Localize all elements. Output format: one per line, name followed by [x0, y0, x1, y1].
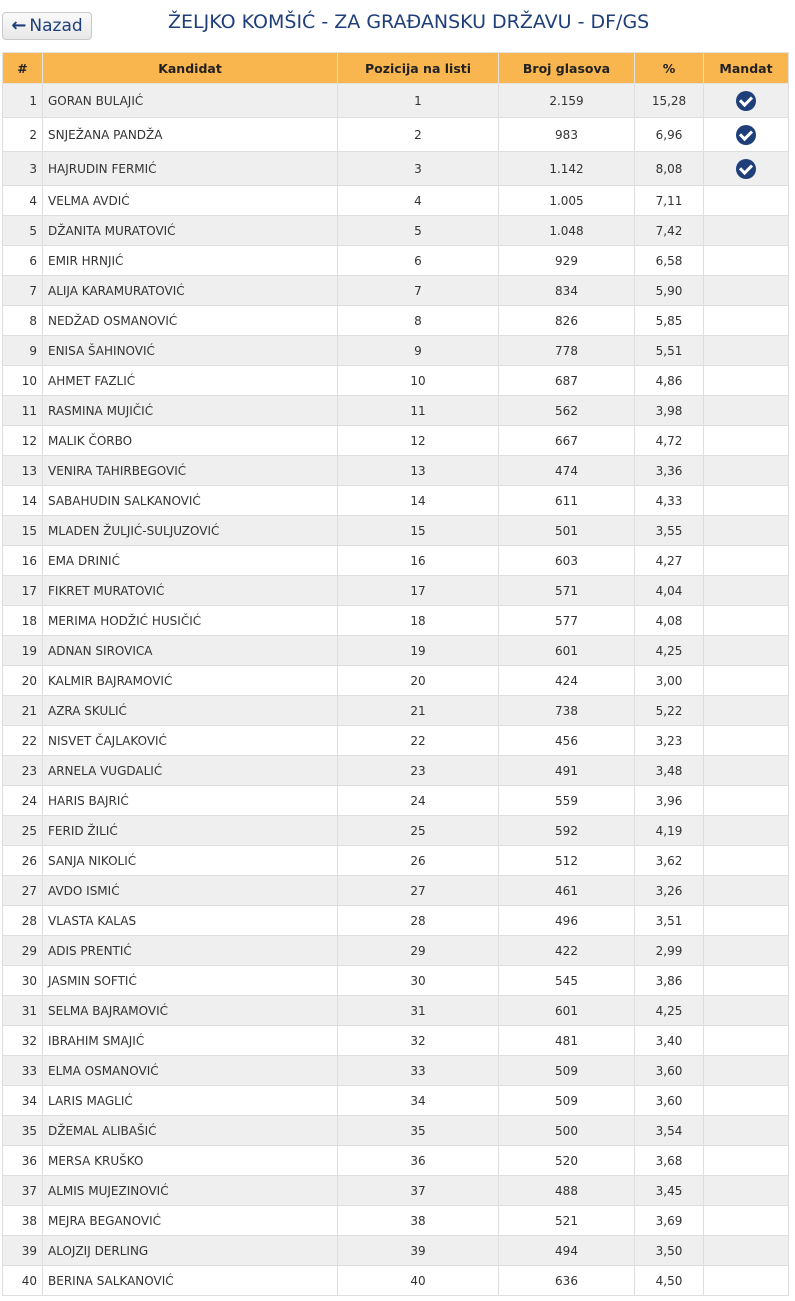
- table-row: [3, 576, 789, 606]
- cell-votes: 636: [499, 1266, 635, 1296]
- cell-mandate: [704, 336, 789, 366]
- cell-percent: 3,96: [635, 786, 704, 816]
- table-row: [3, 1236, 789, 1266]
- cell-candidate-name: KALMIR BAJRAMOVIĆ: [43, 666, 338, 696]
- cell-votes: 571: [499, 576, 635, 606]
- cell-percent: 3,50: [635, 1236, 704, 1266]
- cell-votes: 422: [499, 936, 635, 966]
- table-row: [3, 186, 789, 216]
- table-row: [3, 306, 789, 336]
- arrow-left-icon: ←: [11, 15, 27, 36]
- col-header-percent[interactable]: %: [635, 53, 704, 84]
- cell-votes: 512: [499, 846, 635, 876]
- check-circle-icon: [736, 125, 756, 145]
- cell-rank: 31: [3, 996, 43, 1026]
- cell-mandate: [704, 846, 789, 876]
- cell-percent: 4,33: [635, 486, 704, 516]
- cell-candidate-name: EMA DRINIĆ: [43, 546, 338, 576]
- cell-candidate-name: LARIS MAGLIĆ: [43, 1086, 338, 1116]
- cell-mandate: [704, 786, 789, 816]
- cell-candidate-name: ALOJZIJ DERLING: [43, 1236, 338, 1266]
- cell-candidate-name: RASMINA MUJIČIĆ: [43, 396, 338, 426]
- cell-rank: 11: [3, 396, 43, 426]
- cell-percent: 5,90: [635, 276, 704, 306]
- cell-list-position: 40: [338, 1266, 499, 1296]
- table-row: [3, 1266, 789, 1296]
- cell-votes: 559: [499, 786, 635, 816]
- cell-percent: 3,60: [635, 1056, 704, 1086]
- cell-rank: 5: [3, 216, 43, 246]
- table-row: [3, 696, 789, 726]
- cell-list-position: 7: [338, 276, 499, 306]
- cell-mandate: [704, 816, 789, 846]
- cell-candidate-name: SANJA NIKOLIĆ: [43, 846, 338, 876]
- cell-rank: 9: [3, 336, 43, 366]
- table-row: [3, 118, 789, 152]
- cell-percent: 4,19: [635, 816, 704, 846]
- cell-percent: 5,51: [635, 336, 704, 366]
- table-row: [3, 336, 789, 366]
- cell-mandate: [704, 118, 789, 152]
- cell-rank: 36: [3, 1146, 43, 1176]
- cell-candidate-name: BERINA SALKANOVIĆ: [43, 1266, 338, 1296]
- cell-votes: 545: [499, 966, 635, 996]
- cell-mandate: [704, 1026, 789, 1056]
- cell-mandate: [704, 396, 789, 426]
- cell-rank: 37: [3, 1176, 43, 1206]
- cell-candidate-name: ELMA OSMANOVIĆ: [43, 1056, 338, 1086]
- table-row: [3, 726, 789, 756]
- cell-votes: 491: [499, 756, 635, 786]
- cell-candidate-name: NISVET ČAJLAKOVIĆ: [43, 726, 338, 756]
- cell-percent: 4,25: [635, 996, 704, 1026]
- cell-percent: 3,68: [635, 1146, 704, 1176]
- cell-mandate: [704, 636, 789, 666]
- cell-votes: 501: [499, 516, 635, 546]
- cell-mandate: [704, 1116, 789, 1146]
- cell-list-position: 28: [338, 906, 499, 936]
- cell-mandate: [704, 366, 789, 396]
- check-circle-icon: [736, 91, 756, 111]
- cell-candidate-name: ENISA ŠAHINOVIĆ: [43, 336, 338, 366]
- cell-percent: 3,26: [635, 876, 704, 906]
- cell-list-position: 30: [338, 966, 499, 996]
- cell-votes: 461: [499, 876, 635, 906]
- cell-candidate-name: NEDŽAD OSMANOVIĆ: [43, 306, 338, 336]
- cell-percent: 3,45: [635, 1176, 704, 1206]
- cell-list-position: 19: [338, 636, 499, 666]
- cell-percent: 6,96: [635, 118, 704, 152]
- cell-percent: 2,99: [635, 936, 704, 966]
- cell-percent: 3,54: [635, 1116, 704, 1146]
- cell-mandate: [704, 1236, 789, 1266]
- cell-candidate-name: JASMIN SOFTIĆ: [43, 966, 338, 996]
- cell-mandate: [704, 726, 789, 756]
- cell-votes: 577: [499, 606, 635, 636]
- cell-list-position: 16: [338, 546, 499, 576]
- cell-candidate-name: DŽEMAL ALIBAŠIĆ: [43, 1116, 338, 1146]
- cell-votes: 456: [499, 726, 635, 756]
- cell-mandate: [704, 1146, 789, 1176]
- cell-candidate-name: SABAHUDIN SALKANOVIĆ: [43, 486, 338, 516]
- cell-percent: 4,72: [635, 426, 704, 456]
- cell-list-position: 33: [338, 1056, 499, 1086]
- cell-list-position: 13: [338, 456, 499, 486]
- cell-candidate-name: MEJRA BEGANOVIĆ: [43, 1206, 338, 1236]
- table-header: [3, 53, 789, 84]
- table-row: [3, 1086, 789, 1116]
- cell-candidate-name: ADNAN SIROVICA: [43, 636, 338, 666]
- cell-mandate: [704, 1086, 789, 1116]
- cell-mandate: [704, 876, 789, 906]
- cell-percent: 3,00: [635, 666, 704, 696]
- cell-votes: 738: [499, 696, 635, 726]
- col-header-candidate[interactable]: Kandidat: [43, 53, 338, 84]
- cell-candidate-name: DŽANITA MURATOVIĆ: [43, 216, 338, 246]
- cell-votes: 2.159: [499, 84, 635, 118]
- cell-list-position: 5: [338, 216, 499, 246]
- cell-mandate: [704, 276, 789, 306]
- cell-votes: 1.048: [499, 216, 635, 246]
- cell-mandate: [704, 456, 789, 486]
- cell-list-position: 29: [338, 936, 499, 966]
- cell-votes: 509: [499, 1086, 635, 1116]
- cell-list-position: 18: [338, 606, 499, 636]
- cell-list-position: 23: [338, 756, 499, 786]
- cell-votes: 601: [499, 636, 635, 666]
- col-header-list-position[interactable]: Pozicija na listi: [338, 53, 499, 84]
- cell-rank: 33: [3, 1056, 43, 1086]
- cell-candidate-name: HARIS BAJRIĆ: [43, 786, 338, 816]
- cell-candidate-name: ALMIS MUJEZINOVIĆ: [43, 1176, 338, 1206]
- cell-mandate: [704, 84, 789, 118]
- table-row: [3, 84, 789, 118]
- cell-candidate-name: VENIRA TAHIRBEGOVIĆ: [43, 456, 338, 486]
- cell-percent: 3,48: [635, 756, 704, 786]
- cell-votes: 496: [499, 906, 635, 936]
- cell-rank: 12: [3, 426, 43, 456]
- table-row: [3, 396, 789, 426]
- cell-candidate-name: SNJEŽANA PANDŽA: [43, 118, 338, 152]
- cell-rank: 30: [3, 966, 43, 996]
- cell-percent: 3,60: [635, 1086, 704, 1116]
- cell-rank: 8: [3, 306, 43, 336]
- cell-votes: 778: [499, 336, 635, 366]
- cell-votes: 687: [499, 366, 635, 396]
- cell-votes: 611: [499, 486, 635, 516]
- cell-rank: 16: [3, 546, 43, 576]
- cell-mandate: [704, 906, 789, 936]
- cell-mandate: [704, 486, 789, 516]
- cell-mandate: [704, 996, 789, 1026]
- cell-votes: 601: [499, 996, 635, 1026]
- cell-votes: 494: [499, 1236, 635, 1266]
- cell-percent: 15,28: [635, 84, 704, 118]
- cell-rank: 6: [3, 246, 43, 276]
- cell-rank: 18: [3, 606, 43, 636]
- cell-votes: 1.142: [499, 152, 635, 186]
- table-row: [3, 816, 789, 846]
- cell-votes: 481: [499, 1026, 635, 1056]
- cell-list-position: 21: [338, 696, 499, 726]
- cell-rank: 32: [3, 1026, 43, 1056]
- cell-percent: 3,55: [635, 516, 704, 546]
- table-row: [3, 936, 789, 966]
- table-row: [3, 996, 789, 1026]
- cell-votes: 562: [499, 396, 635, 426]
- cell-rank: 35: [3, 1116, 43, 1146]
- cell-rank: 15: [3, 516, 43, 546]
- cell-list-position: 24: [338, 786, 499, 816]
- cell-votes: 592: [499, 816, 635, 846]
- cell-percent: 3,69: [635, 1206, 704, 1236]
- cell-mandate: [704, 186, 789, 216]
- cell-votes: 983: [499, 118, 635, 152]
- cell-list-position: 17: [338, 576, 499, 606]
- cell-candidate-name: HAJRUDIN FERMIĆ: [43, 152, 338, 186]
- cell-candidate-name: FIKRET MURATOVIĆ: [43, 576, 338, 606]
- cell-list-position: 6: [338, 246, 499, 276]
- cell-list-position: 34: [338, 1086, 499, 1116]
- cell-rank: 13: [3, 456, 43, 486]
- cell-candidate-name: GORAN BULAJIĆ: [43, 84, 338, 118]
- cell-list-position: 1: [338, 84, 499, 118]
- table-row: [3, 966, 789, 996]
- table-row: [3, 786, 789, 816]
- col-header-mandate[interactable]: Mandat: [704, 53, 789, 84]
- cell-mandate: [704, 936, 789, 966]
- cell-candidate-name: VELMA AVDIĆ: [43, 186, 338, 216]
- table-row: [3, 246, 789, 276]
- cell-percent: 3,62: [635, 846, 704, 876]
- cell-rank: 22: [3, 726, 43, 756]
- cell-list-position: 2: [338, 118, 499, 152]
- cell-percent: 7,11: [635, 186, 704, 216]
- cell-rank: 27: [3, 876, 43, 906]
- cell-mandate: [704, 1266, 789, 1296]
- cell-mandate: [704, 606, 789, 636]
- cell-rank: 14: [3, 486, 43, 516]
- page-title: ŽELJKO KOMŠIĆ - ZA GRAĐANSKU DRŽAVU - DF/GS: [168, 11, 650, 33]
- cell-list-position: 11: [338, 396, 499, 426]
- cell-rank: 3: [3, 152, 43, 186]
- cell-rank: 1: [3, 84, 43, 118]
- back-button[interactable]: [2, 12, 92, 40]
- cell-rank: 19: [3, 636, 43, 666]
- cell-mandate: [704, 1176, 789, 1206]
- cell-candidate-name: AZRA SKULIĆ: [43, 696, 338, 726]
- cell-list-position: 8: [338, 306, 499, 336]
- table-row: [3, 426, 789, 456]
- cell-list-position: 39: [338, 1236, 499, 1266]
- cell-rank: 29: [3, 936, 43, 966]
- table-row: [3, 636, 789, 666]
- cell-candidate-name: EMIR HRNJIĆ: [43, 246, 338, 276]
- cell-list-position: 37: [338, 1176, 499, 1206]
- cell-mandate: [704, 1206, 789, 1236]
- cell-list-position: 36: [338, 1146, 499, 1176]
- cell-votes: 826: [499, 306, 635, 336]
- cell-rank: 40: [3, 1266, 43, 1296]
- cell-percent: 4,04: [635, 576, 704, 606]
- cell-mandate: [704, 306, 789, 336]
- cell-percent: 5,22: [635, 696, 704, 726]
- cell-votes: 500: [499, 1116, 635, 1146]
- cell-rank: 2: [3, 118, 43, 152]
- table-row: [3, 1026, 789, 1056]
- table-row: [3, 606, 789, 636]
- cell-percent: 4,86: [635, 366, 704, 396]
- table-row: [3, 846, 789, 876]
- cell-mandate: [704, 966, 789, 996]
- table-row: [3, 666, 789, 696]
- table-row: [3, 876, 789, 906]
- cell-rank: 21: [3, 696, 43, 726]
- cell-rank: 4: [3, 186, 43, 216]
- cell-percent: 4,50: [635, 1266, 704, 1296]
- cell-votes: 834: [499, 276, 635, 306]
- cell-votes: 474: [499, 456, 635, 486]
- cell-votes: 424: [499, 666, 635, 696]
- col-header-number[interactable]: #: [3, 53, 43, 84]
- cell-candidate-name: FERID ŽILIĆ: [43, 816, 338, 846]
- cell-votes: 929: [499, 246, 635, 276]
- cell-votes: 509: [499, 1056, 635, 1086]
- cell-candidate-name: IBRAHIM SMAJIĆ: [43, 1026, 338, 1056]
- cell-percent: 3,23: [635, 726, 704, 756]
- cell-votes: 603: [499, 546, 635, 576]
- cell-percent: 4,25: [635, 636, 704, 666]
- top-bar: [0, 0, 795, 52]
- table-row: [3, 1116, 789, 1146]
- cell-candidate-name: ARNELA VUGDALIĆ: [43, 756, 338, 786]
- table-row: [3, 152, 789, 186]
- cell-percent: 8,08: [635, 152, 704, 186]
- cell-mandate: [704, 152, 789, 186]
- cell-mandate: [704, 666, 789, 696]
- cell-list-position: 22: [338, 726, 499, 756]
- cell-votes: 1.005: [499, 186, 635, 216]
- cell-candidate-name: MERSA KRUŠKO: [43, 1146, 338, 1176]
- table-row: [3, 486, 789, 516]
- cell-mandate: [704, 1056, 789, 1086]
- cell-mandate: [704, 546, 789, 576]
- cell-list-position: 3: [338, 152, 499, 186]
- table-row: [3, 1176, 789, 1206]
- cell-list-position: 14: [338, 486, 499, 516]
- cell-list-position: 15: [338, 516, 499, 546]
- cell-votes: 488: [499, 1176, 635, 1206]
- cell-percent: 3,86: [635, 966, 704, 996]
- cell-candidate-name: AVDO ISMIĆ: [43, 876, 338, 906]
- cell-rank: 34: [3, 1086, 43, 1116]
- cell-list-position: 12: [338, 426, 499, 456]
- cell-list-position: 35: [338, 1116, 499, 1146]
- table-row: [3, 906, 789, 936]
- cell-mandate: [704, 426, 789, 456]
- cell-percent: 5,85: [635, 306, 704, 336]
- col-header-votes[interactable]: Broj glasova: [499, 53, 635, 84]
- cell-mandate: [704, 516, 789, 546]
- cell-votes: 520: [499, 1146, 635, 1176]
- cell-list-position: 20: [338, 666, 499, 696]
- cell-percent: 3,51: [635, 906, 704, 936]
- cell-mandate: [704, 756, 789, 786]
- cell-candidate-name: ADIS PRENTIĆ: [43, 936, 338, 966]
- table-row: [3, 1146, 789, 1176]
- cell-rank: 26: [3, 846, 43, 876]
- cell-votes: 521: [499, 1206, 635, 1236]
- cell-rank: 23: [3, 756, 43, 786]
- cell-candidate-name: MALIK ČORBO: [43, 426, 338, 456]
- cell-list-position: 26: [338, 846, 499, 876]
- cell-mandate: [704, 696, 789, 726]
- cell-candidate-name: MERIMA HODŽIĆ HUSIČIĆ: [43, 606, 338, 636]
- back-button-label: Nazad: [29, 16, 83, 36]
- cell-list-position: 32: [338, 1026, 499, 1056]
- cell-candidate-name: AHMET FAZLIĆ: [43, 366, 338, 396]
- cell-rank: 28: [3, 906, 43, 936]
- cell-percent: 3,36: [635, 456, 704, 486]
- cell-list-position: 38: [338, 1206, 499, 1236]
- cell-percent: 4,08: [635, 606, 704, 636]
- cell-list-position: 4: [338, 186, 499, 216]
- table-row: [3, 1206, 789, 1236]
- cell-candidate-name: MLADEN ŽULJIĆ-SULJUZOVIĆ: [43, 516, 338, 546]
- cell-percent: 7,42: [635, 216, 704, 246]
- cell-rank: 25: [3, 816, 43, 846]
- cell-list-position: 9: [338, 336, 499, 366]
- cell-list-position: 10: [338, 366, 499, 396]
- cell-mandate: [704, 216, 789, 246]
- table-row: [3, 1056, 789, 1086]
- cell-candidate-name: SELMA BAJRAMOVIĆ: [43, 996, 338, 1026]
- check-circle-icon: [736, 159, 756, 179]
- cell-mandate: [704, 576, 789, 606]
- cell-percent: 6,58: [635, 246, 704, 276]
- table-row: [3, 546, 789, 576]
- cell-list-position: 31: [338, 996, 499, 1026]
- cell-candidate-name: ALIJA KARAMURATOVIĆ: [43, 276, 338, 306]
- table-row: [3, 756, 789, 786]
- cell-percent: 3,98: [635, 396, 704, 426]
- table-row: [3, 216, 789, 246]
- candidates-table: [2, 52, 789, 1296]
- cell-rank: 20: [3, 666, 43, 696]
- table-body: [3, 84, 789, 1296]
- cell-rank: 24: [3, 786, 43, 816]
- cell-mandate: [704, 246, 789, 276]
- table-row: [3, 456, 789, 486]
- cell-list-position: 25: [338, 816, 499, 846]
- table-row: [3, 276, 789, 306]
- table-row: [3, 366, 789, 396]
- cell-candidate-name: VLASTA KALAS: [43, 906, 338, 936]
- cell-rank: 38: [3, 1206, 43, 1236]
- header-row: [3, 53, 789, 84]
- cell-votes: 667: [499, 426, 635, 456]
- cell-rank: 17: [3, 576, 43, 606]
- cell-rank: 39: [3, 1236, 43, 1266]
- cell-list-position: 27: [338, 876, 499, 906]
- cell-rank: 10: [3, 366, 43, 396]
- cell-rank: 7: [3, 276, 43, 306]
- table-row: [3, 516, 789, 546]
- cell-percent: 3,40: [635, 1026, 704, 1056]
- cell-percent: 4,27: [635, 546, 704, 576]
